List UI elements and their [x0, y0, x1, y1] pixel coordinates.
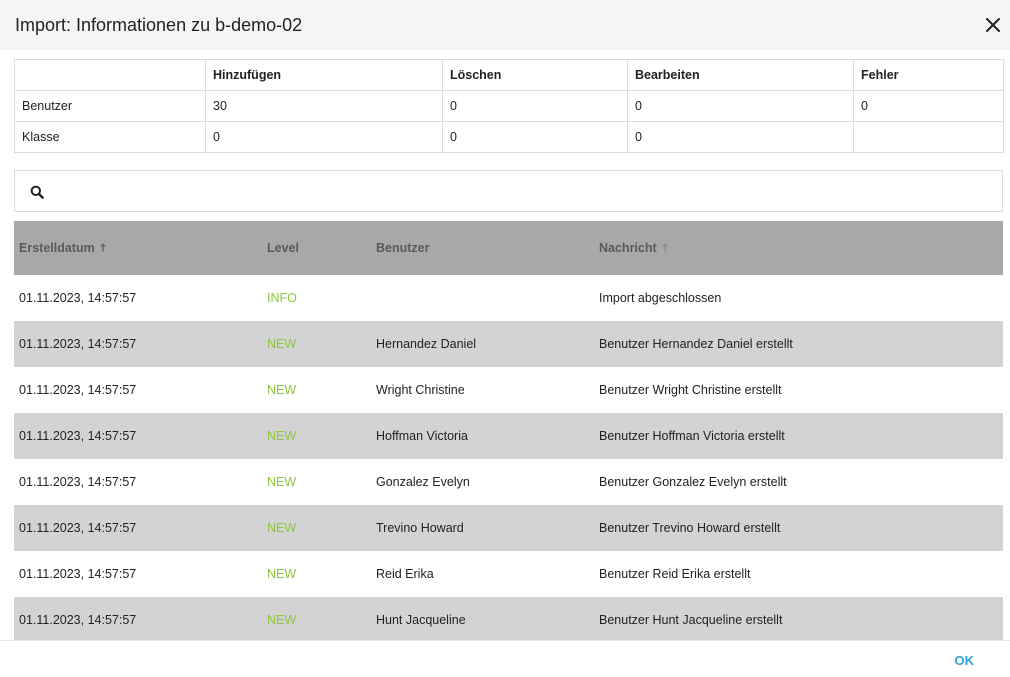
table-row [14, 459, 1003, 505]
summary-row-label: Klasse [15, 122, 206, 153]
column-header-message-label: Nachricht [599, 241, 657, 255]
row-message: Benutzer Hoffman Victoria erstellt [599, 429, 785, 443]
row-message: Benutzer Hunt Jacqueline erstellt [599, 613, 783, 627]
row-date: 01.11.2023, 14:57:57 [19, 429, 137, 443]
row-level: NEW [267, 521, 297, 535]
table-row [14, 597, 1003, 640]
summary-delete-value: 0 [443, 91, 628, 122]
row-level: INFO [267, 291, 297, 305]
search-input[interactable] [55, 177, 985, 205]
sort-arrow-up-icon[interactable] [661, 242, 669, 252]
row-user: Hunt Jacqueline [376, 613, 466, 627]
column-header-date-label: Erstelldatum [19, 241, 95, 255]
row-date: 01.11.2023, 14:57:57 [19, 337, 137, 351]
row-message: Benutzer Gonzalez Evelyn erstellt [599, 475, 787, 489]
row-level: NEW [267, 475, 297, 489]
table-row [14, 551, 1003, 597]
row-message: Benutzer Wright Christine erstellt [599, 383, 782, 397]
row-date: 01.11.2023, 14:57:57 [19, 521, 137, 535]
search-icon [30, 185, 44, 199]
summary-edit-value: 0 [628, 122, 854, 153]
row-message: Benutzer Reid Erika erstellt [599, 567, 751, 581]
table-row [14, 321, 1003, 367]
row-message: Benutzer Hernandez Daniel erstellt [599, 337, 793, 351]
row-user: Gonzalez Evelyn [376, 475, 470, 489]
summary-error-value: 0 [854, 91, 1004, 122]
row-user: Reid Erika [376, 567, 434, 581]
row-level: NEW [267, 613, 297, 627]
ok-button[interactable]: OK [954, 653, 974, 668]
column-header-date[interactable] [19, 221, 107, 275]
row-date: 01.11.2023, 14:57:57 [19, 291, 137, 305]
summary-edit-value: 0 [628, 91, 854, 122]
row-level: NEW [267, 337, 297, 351]
row-message: Benutzer Trevino Howard erstellt [599, 521, 781, 535]
row-user: Hernandez Daniel [376, 337, 477, 351]
table-row [14, 505, 1003, 551]
row-date: 01.11.2023, 14:57:57 [19, 383, 137, 397]
column-header-user[interactable]: Benutzer [376, 241, 430, 255]
dialog-footer [0, 640, 1010, 677]
row-date: 01.11.2023, 14:57:57 [19, 613, 137, 627]
close-icon[interactable] [982, 14, 1004, 36]
summary-delete-value: 0 [443, 122, 628, 153]
search-box[interactable] [14, 170, 1003, 212]
log-table-header [14, 221, 1003, 275]
table-row [14, 367, 1003, 413]
log-table-body[interactable] [14, 275, 1003, 640]
summary-add-value: 30 [206, 91, 443, 122]
dialog-title: Import: Informationen zu b-demo-02 [15, 15, 303, 35]
summary-header-delete: Löschen [443, 60, 628, 91]
column-header-level[interactable]: Level [267, 241, 299, 255]
summary-header-edit: Bearbeiten [628, 60, 854, 91]
row-date: 01.11.2023, 14:57:57 [19, 475, 137, 489]
summary-row-label: Benutzer [15, 91, 206, 122]
row-level: NEW [267, 429, 297, 443]
summary-header-empty [15, 60, 206, 91]
summary-header-error: Fehler [854, 60, 1004, 91]
row-message: Import abgeschlossen [599, 291, 722, 305]
summary-row-classes [15, 122, 1004, 153]
table-row [14, 275, 1003, 321]
summary-row-users [15, 91, 1004, 122]
summary-header-row [15, 60, 1004, 91]
import-summary-table [14, 59, 1004, 153]
row-user: Wright Christine [376, 383, 465, 397]
row-user: Trevino Howard [376, 521, 464, 535]
summary-error-value [854, 122, 1004, 153]
summary-header-add: Hinzufügen [206, 60, 443, 91]
row-level: NEW [267, 383, 297, 397]
row-date: 01.11.2023, 14:57:57 [19, 567, 137, 581]
dialog-header [0, 0, 1010, 50]
row-level: NEW [267, 567, 297, 581]
column-header-message[interactable] [599, 221, 669, 275]
row-user: Hoffman Victoria [376, 429, 468, 443]
summary-add-value: 0 [206, 122, 443, 153]
sort-arrow-up-icon[interactable] [99, 242, 107, 252]
table-row [14, 413, 1003, 459]
close-button[interactable] [982, 14, 1004, 36]
